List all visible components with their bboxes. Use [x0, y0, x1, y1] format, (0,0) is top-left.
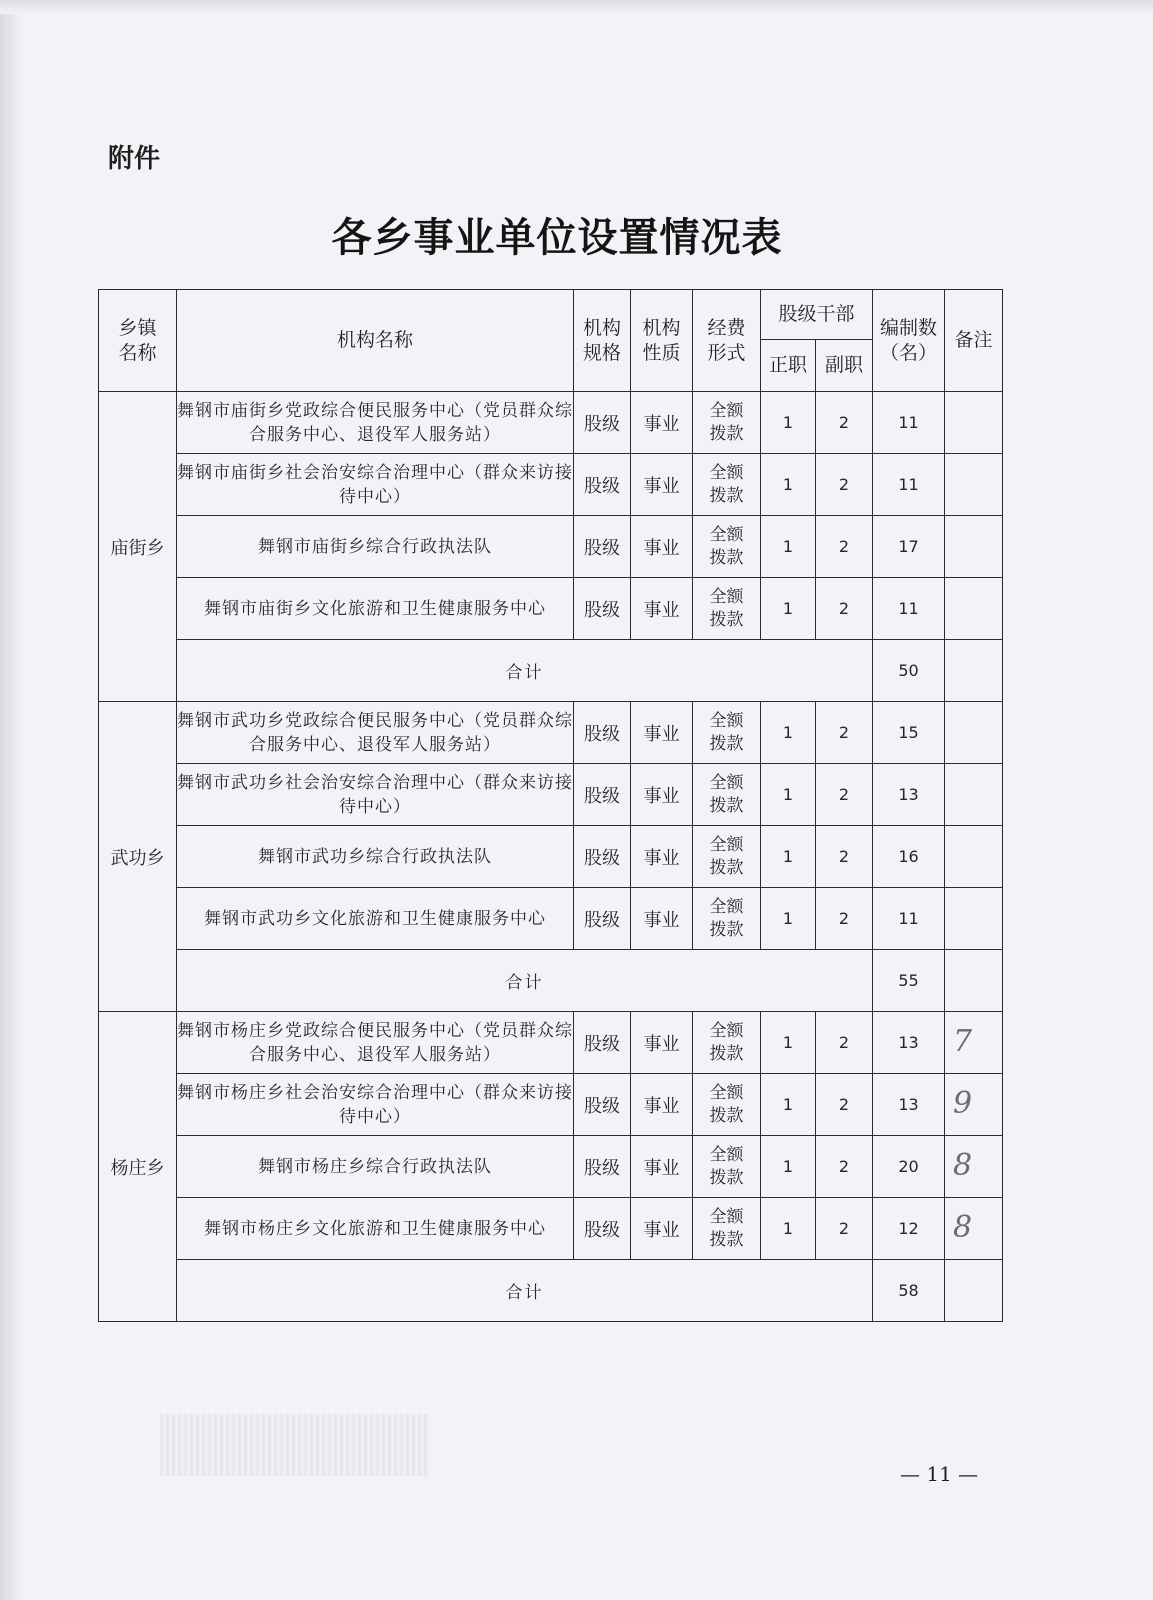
remarks-cell — [945, 1198, 1003, 1260]
org-name-cell: 舞钢市杨庄乡综合行政执法队 — [177, 1136, 574, 1198]
quota-cell: 20 — [873, 1136, 945, 1198]
cadre-principal-cell: 1 — [761, 454, 816, 516]
cadre-deputy-cell: 2 — [816, 826, 873, 888]
table-row — [99, 454, 1003, 516]
total-remarks-cell — [945, 640, 1003, 702]
header-row — [99, 290, 1003, 340]
org-level-cell: 股级 — [574, 826, 631, 888]
funding-cell — [693, 888, 761, 950]
funding-cell — [693, 1136, 761, 1198]
total-label: 合计 — [177, 640, 873, 702]
funding-cell — [693, 764, 761, 826]
quota-cell: 13 — [873, 1074, 945, 1136]
cadre-deputy-cell: 2 — [816, 578, 873, 640]
org-nature-cell: 事业 — [631, 578, 693, 640]
table-row — [99, 1074, 1003, 1136]
org-level-cell: 股级 — [574, 516, 631, 578]
org-level-cell: 股级 — [574, 764, 631, 826]
funding-text: 全额 拨款 — [709, 462, 744, 506]
org-nature-cell: 事业 — [631, 888, 693, 950]
cadre-deputy-cell: 2 — [816, 764, 873, 826]
header-org-level — [574, 290, 631, 392]
remarks-cell — [945, 888, 1003, 950]
cadre-principal-cell: 1 — [761, 1136, 816, 1198]
quota-cell: 13 — [873, 1012, 945, 1074]
funding-cell — [693, 578, 761, 640]
quota-cell: 12 — [873, 1198, 945, 1260]
funding-text: 全额 拨款 — [709, 896, 744, 940]
org-nature-cell: 事业 — [631, 1012, 693, 1074]
org-name-cell: 舞钢市武功乡社会治安综合治理中心（群众来访接待中心） — [177, 764, 574, 826]
cadre-principal-cell: 1 — [761, 1198, 816, 1260]
header-quota — [873, 290, 945, 392]
funding-text: 全额 拨款 — [709, 772, 744, 816]
org-nature-cell: 事业 — [631, 1198, 693, 1260]
org-nature-cell: 事业 — [631, 764, 693, 826]
table-row — [99, 826, 1003, 888]
header-funding — [693, 290, 761, 392]
remarks-cell — [945, 392, 1003, 454]
total-quota: 50 — [873, 640, 945, 702]
cadre-deputy-cell: 2 — [816, 1198, 873, 1260]
attachment-label: 附件 — [108, 144, 161, 174]
remarks-cell — [945, 826, 1003, 888]
header-org-name: 机构名称 — [177, 290, 574, 392]
org-nature-cell: 事业 — [631, 1136, 693, 1198]
funding-text: 全额 拨款 — [709, 400, 744, 444]
remarks-cell — [945, 702, 1003, 764]
total-quota: 58 — [873, 1260, 945, 1322]
faded-stamp-area — [160, 1414, 428, 1476]
total-remarks-cell — [945, 1260, 1003, 1322]
funding-cell — [693, 1012, 761, 1074]
org-name-cell: 舞钢市庙街乡文化旅游和卫生健康服务中心 — [177, 578, 574, 640]
remarks-cell — [945, 1136, 1003, 1198]
funding-text: 全额 拨款 — [709, 524, 744, 568]
header-org-nature-text: 机构 性质 — [642, 316, 681, 364]
cadre-principal-cell: 1 — [761, 578, 816, 640]
header-cadre-deputy: 副职 — [816, 340, 873, 392]
header-cadre-principal: 正职 — [761, 340, 816, 392]
cadre-deputy-cell: 2 — [816, 516, 873, 578]
funding-text: 全额 拨款 — [709, 1144, 744, 1188]
cadre-principal-cell: 1 — [761, 1074, 816, 1136]
org-name-cell: 舞钢市庙街乡党政综合便民服务中心（党员群众综合服务中心、退役军人服务站） — [177, 392, 574, 454]
cadre-principal-cell: 1 — [761, 1012, 816, 1074]
org-level-cell: 股级 — [574, 1198, 631, 1260]
quota-cell: 11 — [873, 888, 945, 950]
cadre-principal-cell: 1 — [761, 888, 816, 950]
cadre-principal-cell: 1 — [761, 516, 816, 578]
funding-text: 全额 拨款 — [709, 1082, 744, 1126]
header-township — [99, 290, 177, 392]
total-label: 合计 — [177, 1260, 873, 1322]
org-level-cell: 股级 — [574, 1074, 631, 1136]
cadre-deputy-cell: 2 — [816, 392, 873, 454]
funding-cell — [693, 826, 761, 888]
org-level-cell: 股级 — [574, 392, 631, 454]
funding-cell — [693, 454, 761, 516]
org-level-cell: 股级 — [574, 454, 631, 516]
township-name: 庙街乡 — [99, 392, 177, 702]
cadre-principal-cell: 1 — [761, 392, 816, 454]
header-remarks: 备注 — [945, 290, 1003, 392]
cadre-deputy-cell: 2 — [816, 1074, 873, 1136]
org-nature-cell: 事业 — [631, 392, 693, 454]
org-name-cell: 舞钢市杨庄乡党政综合便民服务中心（党员群众综合服务中心、退役军人服务站） — [177, 1012, 574, 1074]
header-quota-text: 编制数 （名） — [880, 316, 938, 364]
cadre-deputy-cell: 2 — [816, 454, 873, 516]
handwritten-note: 8 — [953, 1148, 973, 1183]
table-row — [99, 702, 1003, 764]
org-level-cell: 股级 — [574, 1012, 631, 1074]
table-row — [99, 1012, 1003, 1074]
org-name-cell: 舞钢市杨庄乡社会治安综合治理中心（群众来访接待中心） — [177, 1074, 574, 1136]
org-name-cell: 舞钢市武功乡综合行政执法队 — [177, 826, 574, 888]
table-row — [99, 392, 1003, 454]
remarks-cell — [945, 1012, 1003, 1074]
org-nature-cell: 事业 — [631, 826, 693, 888]
table-row — [99, 888, 1003, 950]
remarks-cell — [945, 578, 1003, 640]
org-name-cell: 舞钢市庙街乡社会治安综合治理中心（群众来访接待中心） — [177, 454, 574, 516]
cadre-principal-cell: 1 — [761, 764, 816, 826]
table-row — [99, 516, 1003, 578]
funding-text: 全额 拨款 — [709, 710, 744, 754]
org-level-cell: 股级 — [574, 578, 631, 640]
org-level-cell: 股级 — [574, 888, 631, 950]
total-quota: 55 — [873, 950, 945, 1012]
org-nature-cell: 事业 — [631, 1074, 693, 1136]
table-row — [99, 1136, 1003, 1198]
funding-cell — [693, 702, 761, 764]
quota-cell: 13 — [873, 764, 945, 826]
org-name-cell: 舞钢市武功乡党政综合便民服务中心（党员群众综合服务中心、退役军人服务站） — [177, 702, 574, 764]
quota-cell: 16 — [873, 826, 945, 888]
header-funding-text: 经费 形式 — [707, 316, 746, 364]
handwritten-note: 8 — [953, 1210, 973, 1245]
institution-table — [98, 289, 1003, 1322]
total-remarks-cell — [945, 950, 1003, 1012]
scan-top-shadow — [0, 0, 1153, 14]
quota-cell: 17 — [873, 516, 945, 578]
table-row — [99, 1198, 1003, 1260]
total-row — [99, 950, 1003, 1012]
funding-text: 全额 拨款 — [709, 1206, 744, 1250]
org-level-cell: 股级 — [574, 1136, 631, 1198]
funding-text: 全额 拨款 — [709, 586, 744, 630]
org-name-cell: 舞钢市武功乡文化旅游和卫生健康服务中心 — [177, 888, 574, 950]
quota-cell: 11 — [873, 454, 945, 516]
township-name: 武功乡 — [99, 702, 177, 1012]
org-level-cell: 股级 — [574, 702, 631, 764]
org-name-cell: 舞钢市杨庄乡文化旅游和卫生健康服务中心 — [177, 1198, 574, 1260]
cadre-principal-cell: 1 — [761, 702, 816, 764]
remarks-cell — [945, 764, 1003, 826]
header-cadre-group: 股级干部 — [761, 290, 873, 340]
township-name: 杨庄乡 — [99, 1012, 177, 1322]
remarks-cell — [945, 454, 1003, 516]
table-row — [99, 578, 1003, 640]
total-row — [99, 640, 1003, 702]
handwritten-note: 9 — [953, 1086, 973, 1121]
page-title: 各乡事业单位设置情况表 — [331, 215, 783, 261]
total-row — [99, 1260, 1003, 1322]
org-name-cell: 舞钢市庙街乡综合行政执法队 — [177, 516, 574, 578]
header-org-nature — [631, 290, 693, 392]
remarks-cell — [945, 516, 1003, 578]
quota-cell: 11 — [873, 578, 945, 640]
header-org-level-text: 机构 规格 — [582, 316, 621, 364]
cadre-principal-cell: 1 — [761, 826, 816, 888]
table-row — [99, 764, 1003, 826]
cadre-deputy-cell: 2 — [816, 1012, 873, 1074]
cadre-deputy-cell: 2 — [816, 888, 873, 950]
funding-cell — [693, 392, 761, 454]
handwritten-note: 7 — [953, 1024, 973, 1059]
org-nature-cell: 事业 — [631, 516, 693, 578]
org-nature-cell: 事业 — [631, 454, 693, 516]
quota-cell: 15 — [873, 702, 945, 764]
funding-cell — [693, 1074, 761, 1136]
page-number: — 11 — — [900, 1462, 979, 1486]
quota-cell: 11 — [873, 392, 945, 454]
remarks-cell — [945, 1074, 1003, 1136]
funding-cell — [693, 516, 761, 578]
header-township-text: 乡镇 名称 — [118, 316, 157, 364]
cadre-deputy-cell: 2 — [816, 702, 873, 764]
funding-text: 全额 拨款 — [709, 1020, 744, 1064]
funding-text: 全额 拨款 — [709, 834, 744, 878]
org-nature-cell: 事业 — [631, 702, 693, 764]
cadre-deputy-cell: 2 — [816, 1136, 873, 1198]
funding-cell — [693, 1198, 761, 1260]
total-label: 合计 — [177, 950, 873, 1012]
